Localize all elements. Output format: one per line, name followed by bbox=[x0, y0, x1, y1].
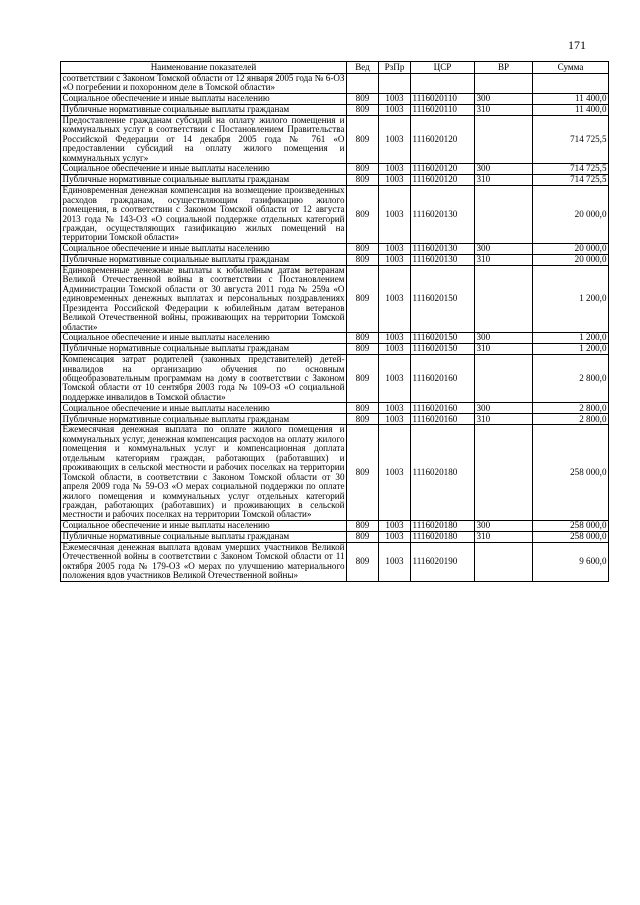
table-row bbox=[61, 531, 609, 542]
header-sum: Сумма bbox=[533, 62, 609, 74]
row-vr: 300 bbox=[475, 333, 533, 344]
row-csr: 1116020160 bbox=[411, 403, 475, 414]
row-vr: 310 bbox=[475, 104, 533, 115]
row-csr: 1116020120 bbox=[411, 115, 475, 163]
table-row bbox=[61, 74, 609, 94]
table-row bbox=[61, 175, 609, 186]
row-rzpr: 1003 bbox=[379, 542, 411, 581]
row-csr: 1116020130 bbox=[411, 186, 475, 244]
table-row bbox=[61, 403, 609, 414]
row-vr bbox=[475, 265, 533, 332]
row-rzpr: 1003 bbox=[379, 93, 411, 104]
table-row bbox=[61, 93, 609, 104]
table-row bbox=[61, 344, 609, 355]
row-csr: 1116020130 bbox=[411, 254, 475, 265]
row-name: Социальное обеспечение и иные выплаты населению bbox=[61, 93, 347, 104]
table-row bbox=[61, 254, 609, 265]
row-vr bbox=[475, 355, 533, 403]
row-sum: 9 600,0 bbox=[533, 542, 609, 581]
row-rzpr: 1003 bbox=[379, 403, 411, 414]
row-name: Ежемесячная денежная выплата вдовам умерших участников Великой Отечественной войны в соответствии с Законом Томской области от 11 октября 2005 года № 179-ОЗ «О мерах по улучшению материального положения вдов участников Великой Отечественной войны» bbox=[62, 542, 345, 581]
table-row bbox=[61, 425, 609, 521]
row-vr bbox=[475, 186, 533, 244]
header-name: Наименование показателей bbox=[61, 62, 347, 74]
row-sum: 20 000,0 bbox=[533, 243, 609, 254]
row-name: Единовременная денежная компенсация на возмещение произведенных расходов гражданам, осуществляющим газификацию жилого помещения, в соответствии с Законом Томской области от 12 августа 2013 года № 143-ОЗ «О социальной поддержке отдельных категорий граждан, осуществляющих газификацию жилых помещений на территории Томской области» bbox=[62, 185, 345, 243]
row-csr: 1116020180 bbox=[411, 531, 475, 542]
row-csr: 1116020190 bbox=[411, 542, 475, 581]
table-row bbox=[61, 520, 609, 531]
row-ved: 809 bbox=[347, 344, 379, 355]
row-sum: 714 725,5 bbox=[533, 164, 609, 175]
row-csr bbox=[411, 74, 475, 94]
row-sum: 258 000,0 bbox=[533, 425, 609, 521]
row-ved: 809 bbox=[347, 333, 379, 344]
row-name: Социальное обеспечение и иные выплаты населению bbox=[61, 243, 347, 254]
page-number: 171 bbox=[568, 38, 586, 52]
row-ved: 809 bbox=[347, 403, 379, 414]
row-vr: 310 bbox=[475, 344, 533, 355]
row-ved: 809 bbox=[347, 520, 379, 531]
row-rzpr: 1003 bbox=[379, 186, 411, 244]
row-name: Единовременные денежные выплаты к юбилейным датам ветеранам Великой Отечественной войны в соответствии с Постановлением Администрации Томской области от 30 августа 2011 года № 259а «О единовременных денежных выплатах и персональных поздравлениях Президента Российской Федерации к юбилейным датам ветеранов Великой Отечественной войны, проживающих на территории Томской области» bbox=[62, 265, 345, 332]
row-rzpr: 1003 bbox=[379, 243, 411, 254]
row-sum: 258 000,0 bbox=[533, 520, 609, 531]
row-ved: 809 bbox=[347, 243, 379, 254]
row-rzpr: 1003 bbox=[379, 164, 411, 175]
row-sum: 1 200,0 bbox=[533, 344, 609, 355]
row-vr: 310 bbox=[475, 175, 533, 186]
row-name: Публичные нормативные социальные выплаты гражданам bbox=[61, 104, 347, 115]
row-sum: 2 800,0 bbox=[533, 414, 609, 425]
row-name: Публичные нормативные социальные выплаты гражданам bbox=[61, 344, 347, 355]
row-rzpr: 1003 bbox=[379, 254, 411, 265]
row-vr bbox=[475, 74, 533, 94]
row-name: соответствии с Законом Томской области от 12 января 2005 года № 6-ОЗ «О погребении и похоронном деле в Томской области» bbox=[62, 73, 345, 93]
row-rzpr: 1003 bbox=[379, 425, 411, 521]
row-csr: 1116020120 bbox=[411, 164, 475, 175]
row-sum: 11 400,0 bbox=[533, 104, 609, 115]
row-vr bbox=[475, 115, 533, 163]
row-name: Ежемесячная денежная выплата по оплате жилого помещения и коммунальных услуг, денежная компенсация расходов на оплату жилого помещения и коммунальных услуг и компенсационная доплата отдельным категориям граждан, работающих (работавших) и проживающих в сельской местности и рабочих поселках на территории Томской области, в соответствии с Законом Томской области от 30 апреля 2009 года № 59-ОЗ «О мерах социальной поддержки по оплате жилого помещения и коммунальных услуг отдельных категорий граждан, работающих (работавших) и проживающих в сельской местности и рабочих поселках на территории Томской области» bbox=[62, 424, 345, 520]
row-ved: 809 bbox=[347, 93, 379, 104]
row-sum: 1 200,0 bbox=[533, 265, 609, 332]
row-sum: 2 800,0 bbox=[533, 403, 609, 414]
row-sum: 258 000,0 bbox=[533, 531, 609, 542]
table-row bbox=[61, 414, 609, 425]
row-rzpr: 1003 bbox=[379, 520, 411, 531]
row-name: Социальное обеспечение и иные выплаты населению bbox=[61, 403, 347, 414]
row-vr: 310 bbox=[475, 414, 533, 425]
row-sum: 11 400,0 bbox=[533, 93, 609, 104]
row-rzpr: 1003 bbox=[379, 333, 411, 344]
row-rzpr: 1003 bbox=[379, 344, 411, 355]
row-csr: 1116020160 bbox=[411, 414, 475, 425]
row-ved: 809 bbox=[347, 186, 379, 244]
row-csr: 1116020160 bbox=[411, 355, 475, 403]
row-csr: 1116020150 bbox=[411, 265, 475, 332]
row-ved: 809 bbox=[347, 425, 379, 521]
row-vr bbox=[475, 425, 533, 521]
row-csr: 1116020110 bbox=[411, 104, 475, 115]
row-ved: 809 bbox=[347, 355, 379, 403]
row-name: Предоставление гражданам субсидий на оплату жилого помещения и коммунальных услуг в соответствии с Постановлением Правительства Российской Федерации от 14 декабря 2005 года № 761 «О предоставлении субсидий на оплату жилого помещения и коммунальных услуг» bbox=[62, 115, 345, 163]
row-csr: 1116020150 bbox=[411, 344, 475, 355]
row-ved: 809 bbox=[347, 104, 379, 115]
table-row bbox=[61, 265, 609, 332]
row-vr: 300 bbox=[475, 164, 533, 175]
table-row bbox=[61, 243, 609, 254]
row-vr: 310 bbox=[475, 254, 533, 265]
row-csr: 1116020180 bbox=[411, 425, 475, 521]
row-ved: 809 bbox=[347, 265, 379, 332]
row-rzpr: 1003 bbox=[379, 104, 411, 115]
table-row bbox=[61, 186, 609, 244]
row-name: Социальное обеспечение и иные выплаты населению bbox=[61, 164, 347, 175]
table-row bbox=[61, 355, 609, 403]
row-ved: 809 bbox=[347, 115, 379, 163]
row-sum: 1 200,0 bbox=[533, 333, 609, 344]
row-name: Публичные нормативные социальные выплаты гражданам bbox=[61, 531, 347, 542]
row-csr: 1116020150 bbox=[411, 333, 475, 344]
row-sum: 714 725,5 bbox=[533, 115, 609, 163]
table-row bbox=[61, 115, 609, 163]
table-row bbox=[61, 542, 609, 581]
budget-table bbox=[60, 61, 609, 582]
row-vr bbox=[475, 542, 533, 581]
row-csr: 1116020180 bbox=[411, 520, 475, 531]
row-ved: 809 bbox=[347, 542, 379, 581]
table-row bbox=[61, 104, 609, 115]
row-ved: 809 bbox=[347, 531, 379, 542]
row-csr: 1116020130 bbox=[411, 243, 475, 254]
row-vr: 300 bbox=[475, 403, 533, 414]
header-vr: ВР bbox=[475, 62, 533, 74]
table-row bbox=[61, 164, 609, 175]
row-rzpr: 1003 bbox=[379, 265, 411, 332]
row-rzpr: 1003 bbox=[379, 175, 411, 186]
row-name: Социальное обеспечение и иные выплаты населению bbox=[61, 520, 347, 531]
row-vr: 300 bbox=[475, 93, 533, 104]
row-ved: 809 bbox=[347, 164, 379, 175]
row-sum bbox=[533, 74, 609, 94]
header-csr: ЦСР bbox=[411, 62, 475, 74]
table-header-row bbox=[61, 62, 609, 74]
row-rzpr: 1003 bbox=[379, 355, 411, 403]
row-rzpr: 1003 bbox=[379, 115, 411, 163]
row-sum: 2 800,0 bbox=[533, 355, 609, 403]
row-name: Социальное обеспечение и иные выплаты населению bbox=[61, 333, 347, 344]
row-ved bbox=[347, 74, 379, 94]
row-vr: 310 bbox=[475, 531, 533, 542]
row-sum: 20 000,0 bbox=[533, 254, 609, 265]
table-row bbox=[61, 333, 609, 344]
row-ved: 809 bbox=[347, 254, 379, 265]
row-name: Компенсация затрат родителей (законных представителей) детей-инвалидов на организацию обучения по основным общеобразовательным программам на дому в соответствии с Законом Томской области от 10 сентября 2003 года № 109-ОЗ «О социальной поддержке инвалидов в Томской области» bbox=[62, 354, 345, 402]
row-sum: 714 725,5 bbox=[533, 175, 609, 186]
row-rzpr: 1003 bbox=[379, 531, 411, 542]
row-ved: 809 bbox=[347, 414, 379, 425]
header-ved: Вед bbox=[347, 62, 379, 74]
row-rzpr bbox=[379, 74, 411, 94]
row-name: Публичные нормативные социальные выплаты гражданам bbox=[61, 175, 347, 186]
row-sum: 20 000,0 bbox=[533, 186, 609, 244]
row-name: Публичные нормативные социальные выплаты гражданам bbox=[61, 414, 347, 425]
row-rzpr: 1003 bbox=[379, 414, 411, 425]
row-csr: 1116020110 bbox=[411, 93, 475, 104]
row-ved: 809 bbox=[347, 175, 379, 186]
row-csr: 1116020120 bbox=[411, 175, 475, 186]
header-rzpr: РзПр bbox=[379, 62, 411, 74]
row-vr: 300 bbox=[475, 520, 533, 531]
row-vr: 300 bbox=[475, 243, 533, 254]
row-name: Публичные нормативные социальные выплаты гражданам bbox=[61, 254, 347, 265]
